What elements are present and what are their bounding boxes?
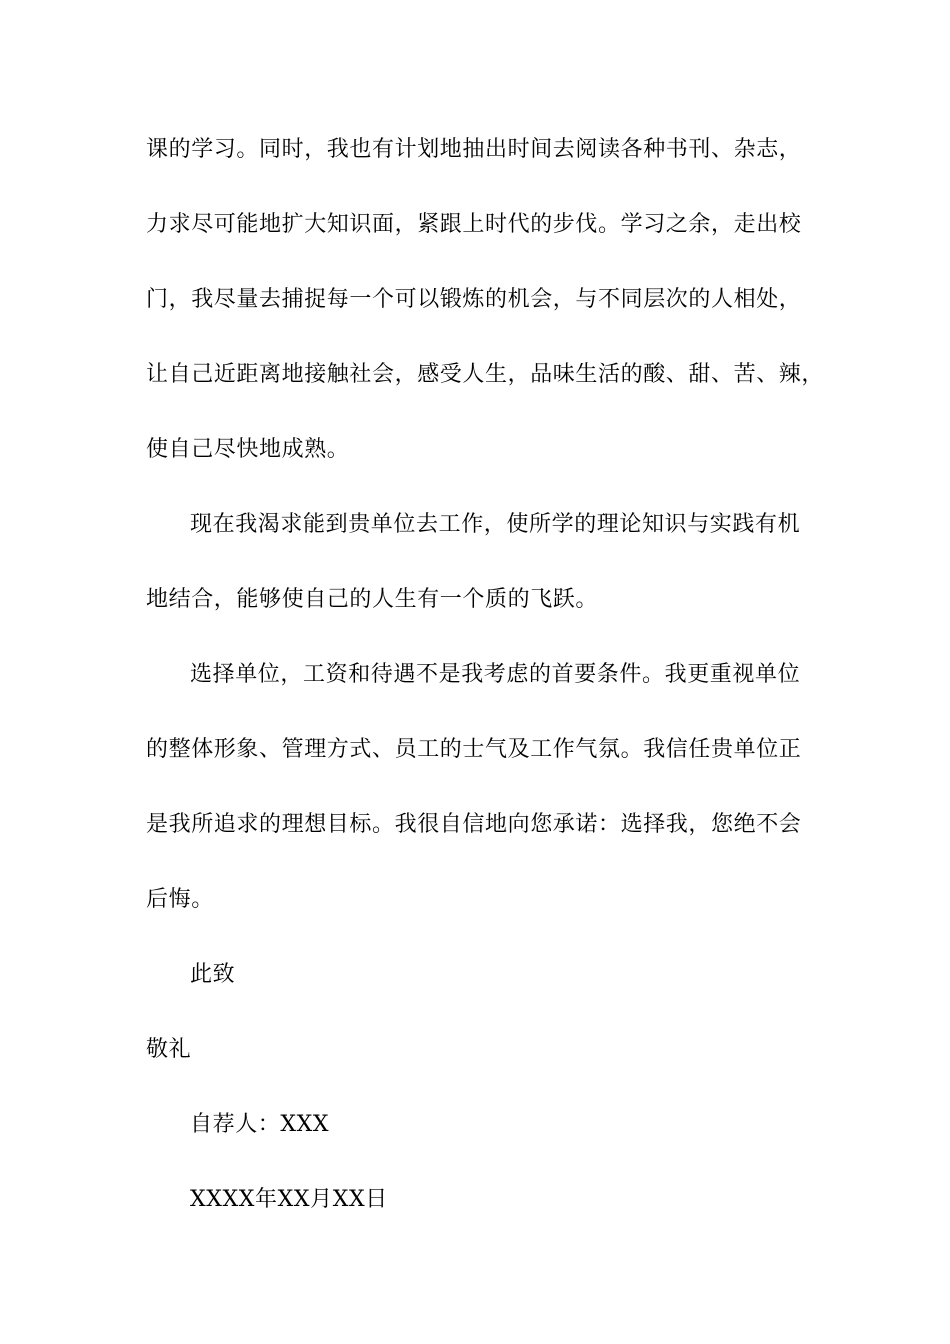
- body-text-line: 的整体形象、管理方式、员工的士气及工作气氛。我信任贵单位正: [146, 737, 802, 762]
- body-text-line: 课的学习。同时，我也有计划地抽出时间去阅读各种书刊、杂志，: [146, 137, 802, 162]
- body-text-line: 门，我尽量去捕捉每一个可以锻炼的机会，与不同层次的人相处，: [146, 287, 802, 312]
- closing-regards: 敬礼: [146, 1037, 192, 1062]
- body-text-line: 是我所追求的理想目标。我很自信地向您承诺：选择我，您绝不会: [146, 812, 802, 837]
- paragraph-start-line: 现在我渴求能到贵单位去工作，使所学的理论知识与实践有机: [190, 512, 801, 537]
- signature-name: 自荐人：XXX: [190, 1112, 330, 1137]
- body-text-line: 地结合，能够使自己的人生有一个质的飞跃。: [146, 587, 599, 612]
- body-text-line: 力求尽可能地扩大知识面，紧跟上时代的步伐。学习之余，走出校: [146, 212, 802, 237]
- signature-date: XXXX年XX月XX日: [190, 1187, 388, 1212]
- body-text-line: 使自己尽快地成熟。: [146, 437, 350, 462]
- body-text-line: 后悔。: [146, 887, 214, 912]
- body-text-line: 让自己近距离地接触社会，感受人生，品味生活的酸、甜、苦、辣，: [146, 362, 825, 387]
- closing-salutation: 此致: [190, 962, 236, 987]
- paragraph-start-line: 选择单位，工资和待遇不是我考虑的首要条件。我更重视单位: [190, 662, 801, 687]
